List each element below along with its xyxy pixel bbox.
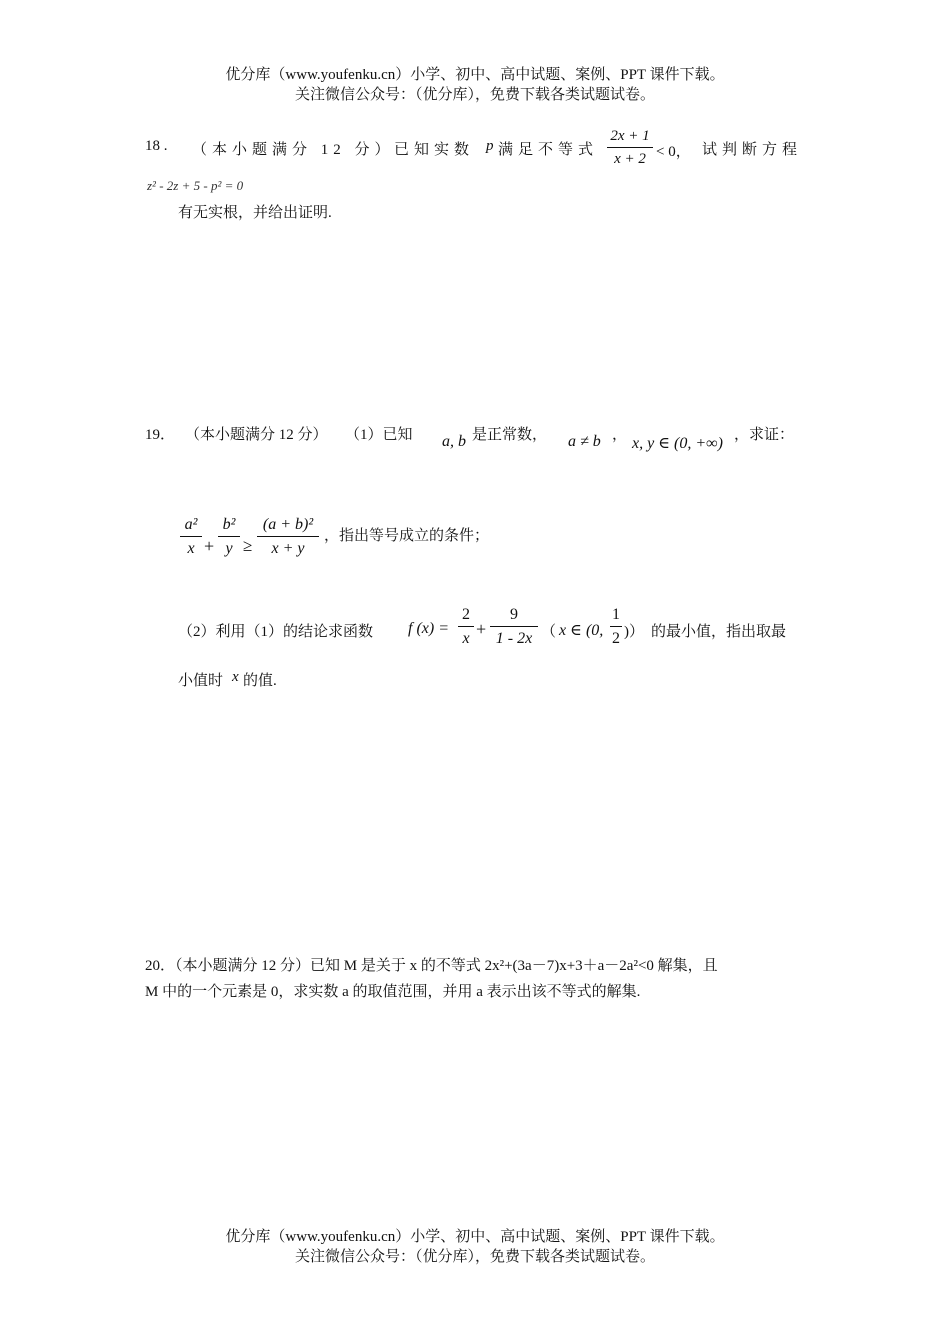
q18-var-p: p bbox=[486, 138, 494, 154]
q19-a-ne-b: a ≠ b bbox=[568, 433, 601, 450]
q19-f-fraction-1 bbox=[458, 606, 474, 648]
q19-f2-den: 1 - 2x bbox=[495, 630, 533, 647]
q18-ineq-tail: < 0， bbox=[656, 144, 691, 160]
q18-frac-den: x + 2 bbox=[614, 151, 646, 167]
footer-line-1: 优分库（www.youfenku.cn）小学、初中、高中试题、案例、PPT 课件下载。 bbox=[225, 1229, 725, 1245]
q18-frac-num: 2x + 1 bbox=[610, 128, 650, 144]
q18-frac-bar bbox=[607, 147, 653, 148]
q19-rhs-den: x + y bbox=[271, 540, 305, 557]
q19-part1-label: （1）已知 bbox=[345, 427, 413, 443]
q19-rhs-bar bbox=[257, 536, 319, 537]
q18-ask: 试判断方程 bbox=[702, 142, 803, 158]
q19-lhs1-num: a² bbox=[184, 516, 198, 533]
q19-half-bar bbox=[610, 626, 622, 627]
q19-f2-num: 9 bbox=[510, 606, 518, 623]
header-line-1: 优分库（www.youfenku.cn）小学、初中、高中试题、案例、PPT 课件下载。 bbox=[225, 67, 725, 83]
q19-lhs1-bar bbox=[180, 536, 202, 537]
q19-positive: 是正常数， bbox=[472, 427, 548, 443]
q19-part2-label: （2）利用（1）的结论求函数 bbox=[178, 624, 374, 640]
q19-f-plus: + bbox=[476, 619, 487, 639]
q19-number: 19． bbox=[145, 427, 176, 443]
q19-f1-bar bbox=[458, 626, 474, 627]
q18-conclusion: 有无实根，并给出证明. bbox=[178, 205, 332, 221]
q19-min-text-3: 的值. bbox=[243, 673, 277, 689]
q19-f1-den: x bbox=[462, 630, 470, 647]
q19-lhs1-den: x bbox=[187, 540, 195, 557]
q19-domain-half bbox=[610, 606, 622, 648]
q18-lead2: 满足不等式 bbox=[498, 142, 599, 158]
q19-lhs-fraction-2 bbox=[218, 516, 240, 558]
q19-f1-num: 2 bbox=[462, 606, 470, 623]
q19-lhs2-num: b² bbox=[222, 516, 236, 533]
q19-half-den: 2 bbox=[612, 630, 620, 647]
q18-lead: 已知实数 bbox=[394, 142, 475, 158]
q19-geq: ≥ bbox=[243, 536, 253, 555]
q19-rhs-fraction bbox=[257, 516, 319, 558]
footer-line-2: 关注微信公众号：（优分库），免费下载各类试题试卷。 bbox=[294, 1249, 655, 1265]
q19-min-text: 的最小值，指出取最 bbox=[651, 624, 787, 640]
q19-fx: f (x) = bbox=[408, 620, 449, 637]
q19-score: （本小题满分 12 分） bbox=[185, 427, 328, 443]
q19-lhs-fraction-1 bbox=[180, 516, 202, 558]
q19-lhs2-den: y bbox=[225, 540, 233, 557]
q19-plus: + bbox=[204, 536, 215, 556]
q18-equation: z² - 2z + 5 - p² = 0 bbox=[147, 178, 244, 193]
q19-f-fraction-2 bbox=[490, 606, 538, 648]
q19-min-text-2: 小值时 bbox=[178, 673, 224, 689]
q19-xy-domain: x, y ∈ (0, +∞) bbox=[632, 435, 723, 452]
q19-eq-condition: ，指出等号成立的条件； bbox=[324, 528, 490, 544]
q19-domain-open: （ bbox=[541, 624, 557, 640]
q19-comma: ， bbox=[612, 427, 628, 443]
q19-prove: ，求证： bbox=[734, 427, 795, 443]
q19-domain-x: x ∈ (0, bbox=[559, 622, 604, 639]
q18-number: 18 . bbox=[145, 138, 168, 154]
q19-ab: a, b bbox=[442, 433, 466, 450]
q20-line-1: 20．（本小题满分 12 分）已知 M 是关于 x 的不等式 2x²+(3a－7)x+3＋a－2a²<0 解集，且 bbox=[145, 958, 718, 974]
q19-rhs-num: (a + b)² bbox=[262, 516, 314, 533]
q19-min-x: x bbox=[232, 669, 239, 685]
q19-lhs2-bar bbox=[218, 536, 240, 537]
q20-line-2: M 中的一个元素是 0，求实数 a 的取值范围，并用 a 表示出该不等式的解集. bbox=[145, 984, 641, 1000]
q19-domain-close: )） bbox=[624, 624, 644, 640]
q19-half-num: 1 bbox=[612, 606, 620, 623]
q19-f2-bar bbox=[490, 626, 538, 627]
q18-fraction bbox=[607, 128, 653, 168]
header-line-2: 关注微信公众号：（优分库），免费下载各类试题试卷。 bbox=[294, 87, 655, 103]
q18-score: （本小题满分 12 分） bbox=[192, 142, 395, 158]
